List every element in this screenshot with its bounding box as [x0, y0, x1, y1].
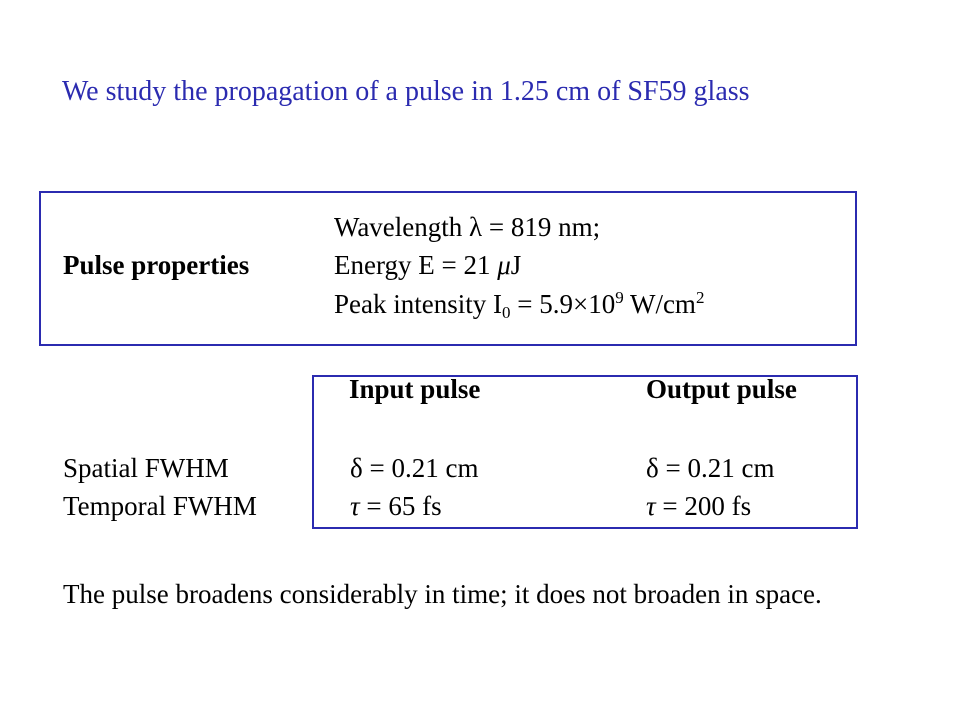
header-output-pulse: Output pulse [646, 374, 797, 404]
row-label-spatial: Spatial FWHM [63, 453, 229, 483]
energy-line [334, 250, 521, 281]
intensity-exponent: 9 [615, 288, 624, 307]
header-input-pulse: Input pulse [349, 374, 481, 404]
intensity-unit: W/cm [623, 289, 696, 319]
row-label-temporal: Temporal FWHM [63, 491, 257, 521]
intensity-unit-exponent: 2 [695, 288, 705, 307]
energy-unit-mu: μ [497, 250, 511, 280]
delta-symbol: δ [646, 453, 659, 483]
delta-symbol: δ [350, 453, 363, 483]
intensity-subscript: 0 [501, 303, 511, 322]
intensity-value: = 5.9×10 [510, 289, 616, 319]
tau-symbol: τ [646, 491, 656, 521]
input-temporal-value: = 65 fs [359, 491, 442, 521]
slide-title: We study the propagation of a pulse in 1.25 cm of SF59 glass [62, 76, 750, 107]
cell-output-spatial [646, 453, 774, 484]
cell-input-temporal [350, 491, 442, 522]
conclusion-text: The pulse broadens considerably in time; it does not broaden in space. [63, 579, 822, 609]
tau-symbol: τ [350, 491, 360, 521]
cell-output-temporal [646, 491, 751, 522]
cell-input-spatial [350, 453, 478, 484]
peak-intensity-line [334, 288, 704, 323]
output-temporal-value: = 200 fs [655, 491, 752, 521]
pulse-properties-label: Pulse properties [63, 250, 250, 280]
energy-prefix: Energy E = 21 [334, 250, 498, 280]
input-spatial-value: = 0.21 cm [362, 453, 479, 483]
output-spatial-value: = 0.21 cm [658, 453, 775, 483]
wavelength-line: Wavelength λ = 819 nm; [334, 212, 601, 242]
intensity-prefix: Peak intensity I [334, 289, 502, 319]
energy-unit: J [510, 250, 522, 280]
